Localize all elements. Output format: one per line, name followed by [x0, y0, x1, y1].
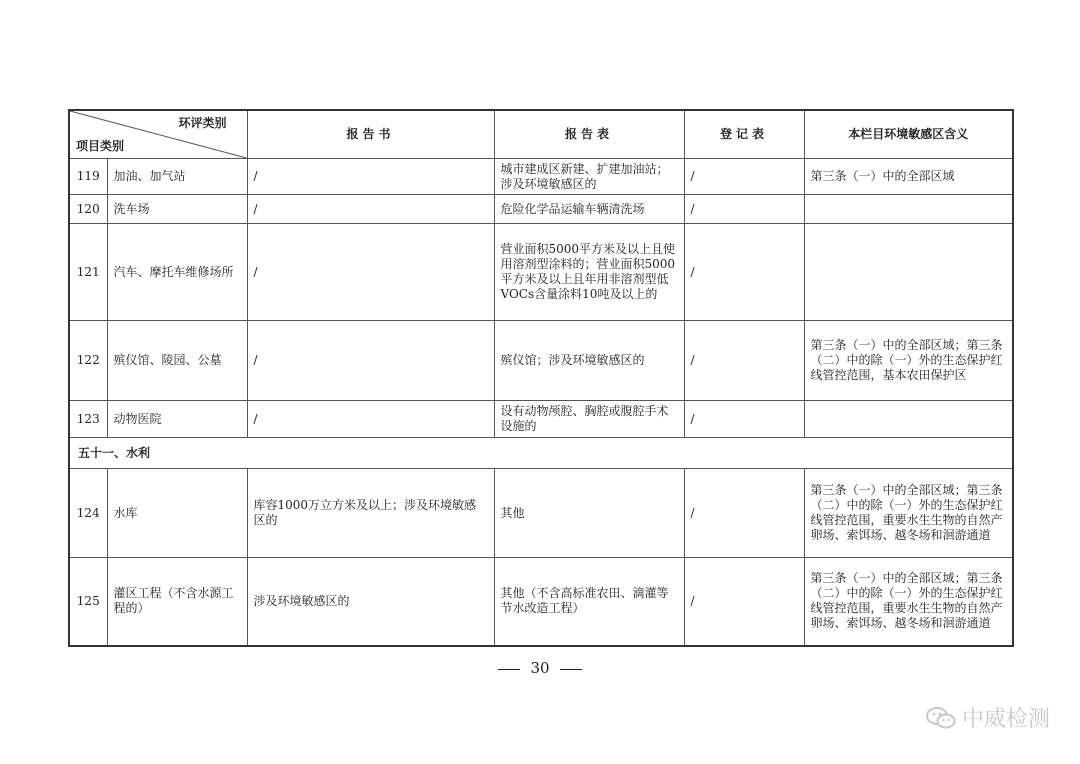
row-number: 125	[69, 558, 107, 646]
page-number-text: 30	[530, 659, 550, 677]
report-book-cell: /	[247, 401, 494, 438]
watermark	[926, 702, 1050, 733]
table-row	[69, 469, 1013, 558]
row-number: 121	[69, 224, 107, 321]
header-project-category: 项目类别	[76, 139, 125, 153]
regulation-table	[68, 109, 1014, 647]
registration-cell: /	[684, 159, 804, 195]
project-name: 洗车场	[107, 195, 247, 224]
project-name: 殡仪馆、陵园、公墓	[107, 321, 247, 401]
dash-right	[560, 669, 582, 670]
report-form-cell: 其他	[494, 469, 684, 558]
row-number: 124	[69, 469, 107, 558]
report-form-cell: 城市建成区新建、扩建加油站；涉及环境敏感区的	[494, 159, 684, 195]
header-eia-category: 环评类别	[178, 116, 227, 130]
report-form-cell: 设有动物颅腔、胸腔或腹腔手术设施的	[494, 401, 684, 438]
header-sensitive-area: 本栏目环境敏感区含义	[804, 110, 1013, 159]
project-name: 灌区工程（不含水源工程的）	[107, 558, 247, 646]
section-row	[69, 438, 1013, 469]
registration-cell: /	[684, 469, 804, 558]
header-report-form: 报告表	[494, 110, 684, 159]
project-name: 加油、加气站	[107, 159, 247, 195]
row-number: 122	[69, 321, 107, 401]
report-form-cell: 营业面积5000平方米及以上且使用溶剂型涂料的；营业面积5000平方米及以上且年用非溶剂型低VOCs含量涂料10吨及以上的	[494, 224, 684, 321]
report-book-cell: 涉及环境敏感区的	[247, 558, 494, 646]
sensitive-area-cell	[804, 224, 1013, 321]
sensitive-area-cell: 第三条（一）中的全部区域；第三条（二）中的除（一）外的生态保护红线管控范围，重要水生生物的自然产卵场、索饵场、越冬场和洄游通道	[804, 558, 1013, 646]
registration-cell: /	[684, 195, 804, 224]
wechat-icon	[926, 706, 956, 730]
report-book-cell: /	[247, 321, 494, 401]
table-row	[69, 401, 1013, 438]
row-number: 119	[69, 159, 107, 195]
project-name: 动物医院	[107, 401, 247, 438]
report-form-cell: 殡仪馆；涉及环境敏感区的	[494, 321, 684, 401]
table-row	[69, 321, 1013, 401]
diagonal-header-cell	[69, 110, 247, 159]
registration-cell: /	[684, 558, 804, 646]
watermark-text: 中威检测	[961, 707, 1050, 732]
row-number: 123	[69, 401, 107, 438]
project-name: 水库	[107, 469, 247, 558]
page-number	[0, 659, 1080, 677]
header-report-book: 报告书	[247, 110, 494, 159]
header-registration: 登记表	[684, 110, 804, 159]
registration-cell: /	[684, 401, 804, 438]
table-row	[69, 558, 1013, 646]
table-row	[69, 195, 1013, 224]
table-row	[69, 224, 1013, 321]
report-form-cell: 危险化学品运输车辆清洗场	[494, 195, 684, 224]
sensitive-area-cell: 第三条（一）中的全部区域；第三条（二）中的除（一）外的生态保护红线管控范围，基本农田保护区	[804, 321, 1013, 401]
registration-cell: /	[684, 224, 804, 321]
table-header-row	[69, 110, 1013, 159]
row-number: 120	[69, 195, 107, 224]
table-row	[69, 159, 1013, 195]
sensitive-area-cell: 第三条（一）中的全部区域；第三条（二）中的除（一）外的生态保护红线管控范围，重要水生生物的自然产卵场、索饵场、越冬场和洄游通道	[804, 469, 1013, 558]
report-book-cell: 库容1000万立方米及以上；涉及环境敏感区的	[247, 469, 494, 558]
report-book-cell: /	[247, 195, 494, 224]
report-book-cell: /	[247, 224, 494, 321]
sensitive-area-cell	[804, 401, 1013, 438]
project-name: 汽车、摩托车维修场所	[107, 224, 247, 321]
registration-cell: /	[684, 321, 804, 401]
report-book-cell: /	[247, 159, 494, 195]
report-form-cell: 其他（不含高标准农田、滴灌等节水改造工程）	[494, 558, 684, 646]
sensitive-area-cell: 第三条（一）中的全部区域	[804, 159, 1013, 195]
section-title: 五十一、水利	[69, 438, 1013, 469]
dash-left	[498, 669, 520, 670]
sensitive-area-cell	[804, 195, 1013, 224]
